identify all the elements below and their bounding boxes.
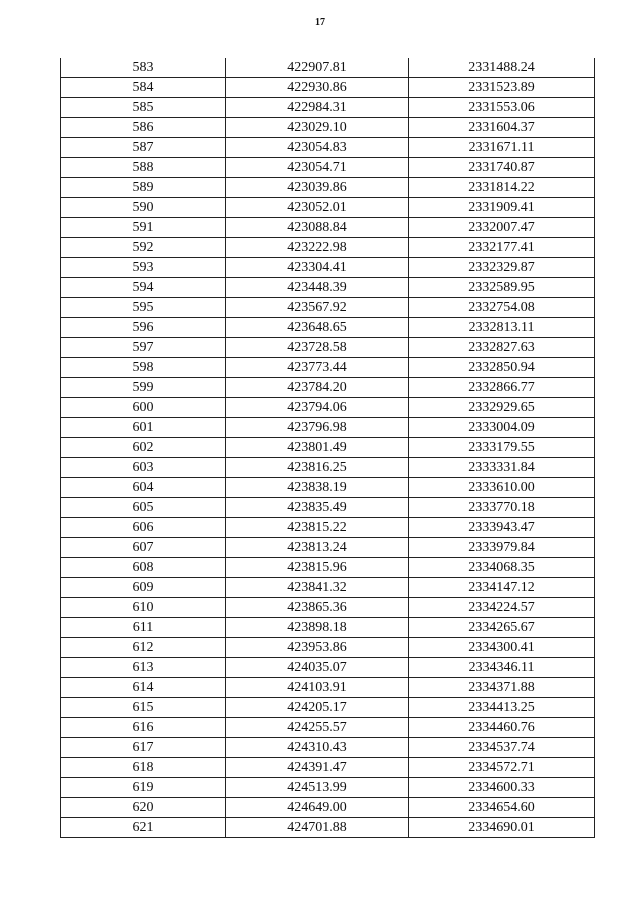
x-coordinate-cell: 423784.20 <box>226 378 409 398</box>
y-coordinate-cell: 2331553.06 <box>409 98 595 118</box>
y-coordinate-cell: 2332813.11 <box>409 318 595 338</box>
y-coordinate-cell: 2334300.41 <box>409 638 595 658</box>
x-coordinate-cell: 424310.43 <box>226 738 409 758</box>
y-coordinate-cell: 2331814.22 <box>409 178 595 198</box>
x-coordinate-cell: 424649.00 <box>226 798 409 818</box>
point-number-cell: 597 <box>61 338 226 358</box>
y-coordinate-cell: 2334224.57 <box>409 598 595 618</box>
point-number-cell: 587 <box>61 138 226 158</box>
table-row <box>61 798 595 818</box>
table-row <box>61 738 595 758</box>
point-number-cell: 599 <box>61 378 226 398</box>
x-coordinate-cell: 423054.71 <box>226 158 409 178</box>
y-coordinate-cell: 2334068.35 <box>409 558 595 578</box>
table-row <box>61 158 595 178</box>
x-coordinate-cell: 423794.06 <box>226 398 409 418</box>
y-coordinate-cell: 2334460.76 <box>409 718 595 738</box>
y-coordinate-cell: 2334537.74 <box>409 738 595 758</box>
table-row <box>61 318 595 338</box>
point-number-cell: 606 <box>61 518 226 538</box>
table-row <box>61 138 595 158</box>
table-row <box>61 618 595 638</box>
y-coordinate-cell: 2332589.95 <box>409 278 595 298</box>
point-number-cell: 621 <box>61 818 226 838</box>
table-row <box>61 438 595 458</box>
table-row <box>61 398 595 418</box>
y-coordinate-cell: 2333179.55 <box>409 438 595 458</box>
table-row <box>61 298 595 318</box>
x-coordinate-cell: 423865.36 <box>226 598 409 618</box>
y-coordinate-cell: 2334346.11 <box>409 658 595 678</box>
x-coordinate-cell: 423728.58 <box>226 338 409 358</box>
x-coordinate-cell: 423813.24 <box>226 538 409 558</box>
table-row <box>61 658 595 678</box>
point-number-cell: 610 <box>61 598 226 618</box>
point-number-cell: 603 <box>61 458 226 478</box>
x-coordinate-cell: 423801.49 <box>226 438 409 458</box>
point-number-cell: 618 <box>61 758 226 778</box>
point-number-cell: 609 <box>61 578 226 598</box>
x-coordinate-cell: 423815.22 <box>226 518 409 538</box>
y-coordinate-cell: 2332866.77 <box>409 378 595 398</box>
y-coordinate-cell: 2331740.87 <box>409 158 595 178</box>
point-number-cell: 593 <box>61 258 226 278</box>
table-row <box>61 698 595 718</box>
table-row <box>61 98 595 118</box>
point-number-cell: 590 <box>61 198 226 218</box>
point-number-cell: 611 <box>61 618 226 638</box>
point-number-cell: 596 <box>61 318 226 338</box>
y-coordinate-cell: 2332177.41 <box>409 238 595 258</box>
table-row <box>61 198 595 218</box>
y-coordinate-cell: 2331909.41 <box>409 198 595 218</box>
x-coordinate-cell: 422930.86 <box>226 78 409 98</box>
point-number-cell: 614 <box>61 678 226 698</box>
x-coordinate-cell: 423448.39 <box>226 278 409 298</box>
y-coordinate-cell: 2333610.00 <box>409 478 595 498</box>
y-coordinate-cell: 2331523.89 <box>409 78 595 98</box>
y-coordinate-cell: 2333979.84 <box>409 538 595 558</box>
point-number-cell: 588 <box>61 158 226 178</box>
y-coordinate-cell: 2334654.60 <box>409 798 595 818</box>
point-number-cell: 620 <box>61 798 226 818</box>
table-row <box>61 638 595 658</box>
x-coordinate-cell: 423088.84 <box>226 218 409 238</box>
y-coordinate-cell: 2332929.65 <box>409 398 595 418</box>
y-coordinate-cell: 2334265.67 <box>409 618 595 638</box>
point-number-cell: 619 <box>61 778 226 798</box>
table-row <box>61 358 595 378</box>
x-coordinate-cell: 423815.96 <box>226 558 409 578</box>
x-coordinate-cell: 423304.41 <box>226 258 409 278</box>
x-coordinate-cell: 424513.99 <box>226 778 409 798</box>
y-coordinate-cell: 2334600.33 <box>409 778 595 798</box>
y-coordinate-cell: 2331604.37 <box>409 118 595 138</box>
table-row <box>61 178 595 198</box>
x-coordinate-cell: 423567.92 <box>226 298 409 318</box>
table-row <box>61 778 595 798</box>
y-coordinate-cell: 2332007.47 <box>409 218 595 238</box>
x-coordinate-cell: 423039.86 <box>226 178 409 198</box>
point-number-cell: 595 <box>61 298 226 318</box>
point-number-cell: 602 <box>61 438 226 458</box>
table-row <box>61 538 595 558</box>
table-row <box>61 478 595 498</box>
point-number-cell: 605 <box>61 498 226 518</box>
point-number-cell: 591 <box>61 218 226 238</box>
table-row <box>61 58 595 78</box>
table-row <box>61 78 595 98</box>
point-number-cell: 604 <box>61 478 226 498</box>
y-coordinate-cell: 2332827.63 <box>409 338 595 358</box>
x-coordinate-cell: 423898.18 <box>226 618 409 638</box>
table-row <box>61 418 595 438</box>
y-coordinate-cell: 2332850.94 <box>409 358 595 378</box>
y-coordinate-cell: 2334147.12 <box>409 578 595 598</box>
table-row <box>61 458 595 478</box>
x-coordinate-cell: 424035.07 <box>226 658 409 678</box>
point-number-cell: 615 <box>61 698 226 718</box>
point-number-cell: 584 <box>61 78 226 98</box>
y-coordinate-cell: 2334572.71 <box>409 758 595 778</box>
point-number-cell: 586 <box>61 118 226 138</box>
point-number-cell: 601 <box>61 418 226 438</box>
x-coordinate-cell: 423841.32 <box>226 578 409 598</box>
table-row <box>61 518 595 538</box>
x-coordinate-cell: 423029.10 <box>226 118 409 138</box>
point-number-cell: 600 <box>61 398 226 418</box>
table-row <box>61 558 595 578</box>
x-coordinate-cell: 423953.86 <box>226 638 409 658</box>
x-coordinate-cell: 422907.81 <box>226 58 409 78</box>
x-coordinate-cell: 423796.98 <box>226 418 409 438</box>
point-number-cell: 594 <box>61 278 226 298</box>
point-number-cell: 592 <box>61 238 226 258</box>
table-row <box>61 598 595 618</box>
table-row <box>61 678 595 698</box>
y-coordinate-cell: 2333331.84 <box>409 458 595 478</box>
point-number-cell: 589 <box>61 178 226 198</box>
x-coordinate-cell: 423835.49 <box>226 498 409 518</box>
y-coordinate-cell: 2332329.87 <box>409 258 595 278</box>
table-row <box>61 578 595 598</box>
table-row <box>61 218 595 238</box>
x-coordinate-cell: 424255.57 <box>226 718 409 738</box>
x-coordinate-cell: 422984.31 <box>226 98 409 118</box>
table-row <box>61 758 595 778</box>
y-coordinate-cell: 2331671.11 <box>409 138 595 158</box>
x-coordinate-cell: 423648.65 <box>226 318 409 338</box>
table-row <box>61 378 595 398</box>
y-coordinate-cell: 2332754.08 <box>409 298 595 318</box>
point-number-cell: 585 <box>61 98 226 118</box>
table-row <box>61 498 595 518</box>
table-row <box>61 238 595 258</box>
point-number-cell: 617 <box>61 738 226 758</box>
x-coordinate-cell: 424391.47 <box>226 758 409 778</box>
y-coordinate-cell: 2333004.09 <box>409 418 595 438</box>
coordinates-table-body <box>61 58 595 838</box>
table-row <box>61 718 595 738</box>
x-coordinate-cell: 424205.17 <box>226 698 409 718</box>
x-coordinate-cell: 423838.19 <box>226 478 409 498</box>
page-number: 17 <box>315 17 325 28</box>
table-row <box>61 818 595 838</box>
table-row <box>61 338 595 358</box>
x-coordinate-cell: 423054.83 <box>226 138 409 158</box>
y-coordinate-cell: 2334690.01 <box>409 818 595 838</box>
point-number-cell: 608 <box>61 558 226 578</box>
x-coordinate-cell: 423816.25 <box>226 458 409 478</box>
point-number-cell: 607 <box>61 538 226 558</box>
table-row <box>61 258 595 278</box>
point-number-cell: 612 <box>61 638 226 658</box>
y-coordinate-cell: 2333770.18 <box>409 498 595 518</box>
y-coordinate-cell: 2331488.24 <box>409 58 595 78</box>
x-coordinate-cell: 424103.91 <box>226 678 409 698</box>
point-number-cell: 583 <box>61 58 226 78</box>
table-row <box>61 278 595 298</box>
x-coordinate-cell: 423052.01 <box>226 198 409 218</box>
y-coordinate-cell: 2333943.47 <box>409 518 595 538</box>
point-number-cell: 613 <box>61 658 226 678</box>
point-number-cell: 598 <box>61 358 226 378</box>
y-coordinate-cell: 2334371.88 <box>409 678 595 698</box>
x-coordinate-cell: 423222.98 <box>226 238 409 258</box>
x-coordinate-cell: 424701.88 <box>226 818 409 838</box>
point-number-cell: 616 <box>61 718 226 738</box>
x-coordinate-cell: 423773.44 <box>226 358 409 378</box>
table-row <box>61 118 595 138</box>
coordinates-table <box>60 58 595 838</box>
y-coordinate-cell: 2334413.25 <box>409 698 595 718</box>
